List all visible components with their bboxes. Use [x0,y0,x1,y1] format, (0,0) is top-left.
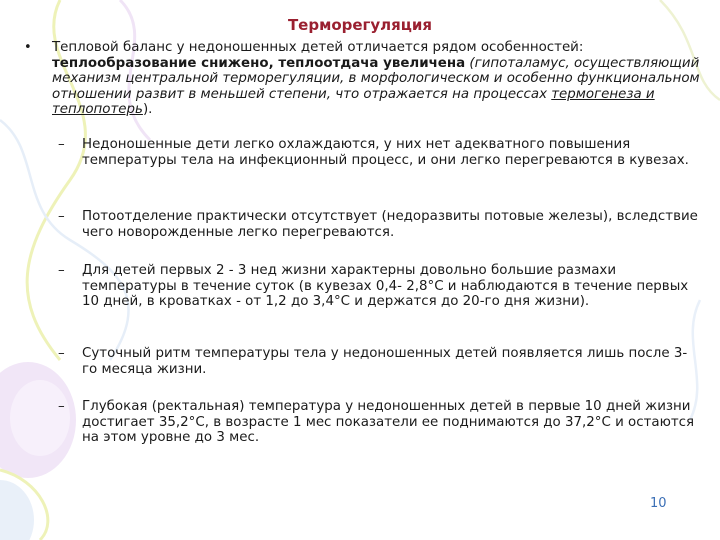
sub-bullet-text: Недоношенные дети легко охлаждаются, у них нет адекватного повышения температуры тела на инфекционный процесс, и они легко перегреваются в кувезах. [82,137,689,168]
sub-bullet-text: Суточный ритм температуры тела у недоношенных детей появляется лишь после 3-го месяца жизни. [82,346,688,377]
main-bullet-text [52,40,700,118]
sub-bullet-text: Для детей первых 2 - 3 нед жизни характерны довольно большие размахи температуры в течение суток (в кувезах 0,4- 2,8°С и наблюдаются в течение первых 10 дней, в кроватках - от 1,2 до 3,4°С и держатся до 20-го дня жизни). [82,263,689,309]
sub-bullet-item [58,209,698,240]
italic-explanation-text: (гипоталамус, осуществляющий механизм центральной терморегуляции, в морфологическом и особенно функциональном отношении развит в меньшей степени, что отражается на процессах [52,55,700,102]
sub-bullet-text: Глубокая (ректальная) температура у недоношенных детей в первые 10 дней жизни достигает 35,2°С, в возрасте 1 мес показатели ее поднимаются до 37,2°С и остаются на этом уровне до 3 мес. [82,399,695,445]
dash-glyph: – [58,399,65,414]
sub-bullet-item [58,137,698,168]
sub-bullet-item [58,346,698,377]
dash-glyph: – [58,209,65,224]
sub-bullet-item [58,399,698,446]
sub-bullet-text: Потоотделение практически отсутствует (недоразвиты потовые железы), вследствие чего новорожденные легко перегреваются. [82,209,698,240]
sub-bullet-item [58,263,698,310]
dash-glyph: – [58,346,65,361]
bullet-glyph: • [24,40,32,55]
closing-text: ). [142,102,153,117]
page-number: 10 [650,496,667,511]
dash-glyph: – [58,263,65,278]
slide-title: Терморегуляция [287,16,433,34]
underlined-term-text: термогенеза и теплопотерь [52,86,655,117]
dash-glyph: – [58,137,65,152]
main-bullet-paragraph [24,40,700,118]
bold-emphasis-text: теплообразование снижено, теплоотдача увеличена [52,55,466,71]
intro-text: Тепловой баланс у недоношенных детей отличается рядом особенностей: [52,40,584,55]
